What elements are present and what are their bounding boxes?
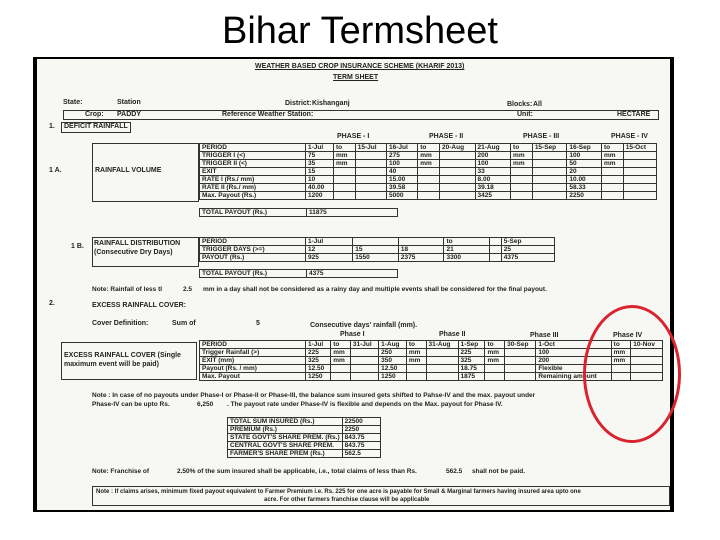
term-sheet-page: [37, 59, 670, 510]
table-cell: [505, 357, 536, 365]
table-cell: 15: [306, 168, 334, 176]
sum-days-value: 5: [256, 320, 260, 327]
table-cell: 12.50: [306, 365, 331, 373]
table-cell: 31-Jul: [350, 341, 378, 349]
table-cell: EXIT (mm): [200, 357, 306, 365]
table-cell: [623, 184, 656, 192]
table-cell: [355, 160, 386, 168]
table-cell: [485, 373, 505, 381]
table-cell: TOTAL PAYOUT (Rs.): [200, 209, 307, 217]
table-cell: [355, 176, 386, 184]
table-cell: 4375: [307, 270, 398, 278]
table-cell: 2250: [567, 192, 602, 200]
table-cell: mm: [333, 152, 355, 160]
table-cell: 5-Sep: [501, 238, 554, 246]
table-cell: Trigger Rainfall (>): [200, 349, 306, 357]
table-cell: 1250: [379, 373, 407, 381]
table-cell: 30-Sep: [505, 341, 536, 349]
excess-rainfall-sublabel: maximum event will be paid): [64, 361, 159, 368]
table-cell: mm: [602, 152, 624, 160]
table-cell: [602, 192, 624, 200]
table-cell: 18: [398, 246, 444, 254]
table-cell: to: [485, 341, 505, 349]
table-cell: PERIOD: [200, 144, 306, 152]
table-cell: [602, 176, 624, 184]
table-cell: 5000: [386, 192, 417, 200]
table-cell: 1-Aug: [379, 341, 407, 349]
table-row: [228, 442, 381, 450]
rainfall-distribution-label: RAINFALL DISTRIBUTION: [94, 240, 181, 247]
phase-header: PHASE - I: [337, 133, 370, 140]
table-cell: [623, 160, 656, 168]
table-cell: 15.00: [386, 176, 417, 184]
table-cell: [532, 168, 567, 176]
table-cell: 8.00: [475, 176, 511, 184]
table-cell: 12: [306, 246, 353, 254]
table-cell: Payout (Rs. / mm): [200, 365, 306, 373]
table-cell: [505, 349, 536, 357]
table-cell: 40.00: [306, 184, 334, 192]
table-cell: [418, 176, 440, 184]
table-cell: mm: [511, 152, 533, 160]
table-cell: 325: [306, 357, 331, 365]
table-row: [200, 270, 398, 278]
highlight-circle: [583, 305, 681, 443]
table-row: [228, 434, 381, 442]
table-cell: 350: [379, 357, 407, 365]
table-cell: to: [418, 144, 440, 152]
table-cell: 11875: [307, 209, 398, 217]
table-row: [200, 168, 657, 176]
rainfall-distribution-total-table: [199, 269, 398, 278]
table-cell: 39.18: [475, 184, 511, 192]
table-cell: [602, 168, 624, 176]
table-cell: [511, 176, 533, 184]
table-row: [200, 209, 398, 217]
table-cell: 16-Sep: [567, 144, 602, 152]
table-cell: PERIOD: [200, 238, 306, 246]
table-cell: to: [602, 144, 624, 152]
table-cell: FARMER'S SHARE PREM (Rs.): [228, 450, 343, 458]
table-cell: [440, 176, 476, 184]
table-cell: mm: [418, 152, 440, 160]
table-cell: to: [444, 238, 490, 246]
table-cell: 40: [386, 168, 417, 176]
table-cell: [532, 192, 567, 200]
rainfall-note-text: mm in a day shall not be considered as a rainy day and multiple events shall be considered for the final payout.: [203, 286, 547, 293]
table-cell: TOTAL PAYOUT (Rs.): [200, 270, 307, 278]
table-cell: 31-Aug: [426, 341, 458, 349]
table-cell: [426, 365, 458, 373]
table-cell: PAYOUT (Rs.): [200, 254, 306, 262]
table-cell: mm: [333, 160, 355, 168]
table-cell: 15: [353, 246, 399, 254]
blocks-value: All: [533, 101, 542, 108]
rainfall-volume-label: RAINFALL VOLUME: [95, 167, 162, 174]
rainfall-volume-table: [199, 143, 657, 200]
table-cell: TOTAL SUM INSURED (Rs.): [228, 418, 343, 426]
table-cell: 10.00: [567, 176, 602, 184]
table-cell: [355, 192, 386, 200]
table-cell: 39.58: [386, 184, 417, 192]
table-cell: 1-Jul: [306, 238, 353, 246]
doc-subtitle: TERM SHEET: [333, 74, 379, 81]
table-cell: [426, 373, 458, 381]
section-2-title: EXCESS RAINFALL COVER:: [92, 302, 186, 309]
table-cell: 843.75: [342, 434, 380, 442]
table-cell: 12.50: [379, 365, 407, 373]
table-cell: 562.5: [342, 450, 380, 458]
table-cell: [440, 184, 476, 192]
table-row: [200, 176, 657, 184]
table-cell: [485, 365, 505, 373]
table-cell: 225: [458, 349, 485, 357]
doc-title: WEATHER BASED CROP INSURANCE SCHEME (KHARIF 2013): [255, 63, 465, 70]
table-row: [200, 238, 555, 246]
table-cell: RATE II (Rs./ mm): [200, 184, 306, 192]
table-cell: 925: [306, 254, 353, 262]
phase-shift-note-line2: Phase-IV can be upto Rs.: [92, 401, 170, 408]
table-cell: mm: [485, 349, 505, 357]
rainfall-note-value: 2.5: [183, 286, 193, 293]
franchise-note-text: 2.50% of the sum insured shall be applicable, i.e., total claims of less than Rs.: [177, 468, 417, 475]
table-cell: 1550: [353, 254, 399, 262]
table-cell: mm: [406, 349, 426, 357]
table-cell: mm: [602, 160, 624, 168]
phase-shift-note-value: 6,250: [197, 401, 214, 408]
table-cell: [440, 168, 476, 176]
table-cell: 20: [567, 168, 602, 176]
table-row: [200, 254, 555, 262]
table-cell: 100: [386, 160, 417, 168]
phase-header: PHASE - III: [523, 133, 560, 140]
rainfall-distribution-table: [199, 237, 555, 262]
table-cell: [505, 365, 536, 373]
crop-value: PADDY: [117, 111, 141, 118]
section-1-number: 1.: [49, 123, 55, 130]
table-cell: 843.75: [342, 442, 380, 450]
table-row: [200, 144, 657, 152]
table-cell: 25: [501, 246, 554, 254]
consecutive-days-text: Consecutive days' rainfall (mm).: [310, 322, 418, 329]
table-cell: 18.75: [458, 365, 485, 373]
table-cell: Max. Payout: [200, 373, 306, 381]
excess-rainfall-label: EXCESS RAINFALL COVER (Single: [64, 352, 181, 359]
state-label: State:: [63, 99, 83, 106]
table-cell: 275: [386, 152, 417, 160]
table-cell: [490, 254, 502, 262]
table-row: [200, 152, 657, 160]
table-cell: 21: [444, 246, 490, 254]
table-cell: [623, 192, 656, 200]
table-row: [200, 192, 657, 200]
table-cell: 20-Aug: [440, 144, 476, 152]
table-cell: 3425: [475, 192, 511, 200]
table-cell: 1200: [306, 192, 334, 200]
table-cell: 2375: [398, 254, 444, 262]
table-cell: [602, 184, 624, 192]
table-cell: PERIOD: [200, 341, 306, 349]
crop-row: [63, 110, 659, 120]
table-cell: 325: [458, 357, 485, 365]
blocks-label: Blocks:: [507, 101, 533, 108]
table-cell: 1-Jul: [306, 341, 331, 349]
table-cell: 1250: [306, 373, 331, 381]
table-cell: [333, 168, 355, 176]
table-cell: [426, 349, 458, 357]
table-cell: to: [406, 341, 426, 349]
table-cell: RATE I (Rs./ mm): [200, 176, 306, 184]
table-cell: [353, 238, 399, 246]
final-note-line2: acre. For other farmers franchise clause will be applicable: [264, 497, 430, 503]
table-cell: 100: [536, 349, 611, 357]
table-cell: mm: [611, 357, 631, 365]
table-cell: [490, 246, 502, 254]
table-cell: [623, 176, 656, 184]
section-1-title: DEFICIT RAINFALL: [64, 123, 128, 130]
table-cell: 15-Jul: [355, 144, 386, 152]
table-cell: [511, 168, 533, 176]
phase-shift-note-line2b: . The payout rate under Phase-IV is flexible and depends on the Max. payout for Phase IV.: [227, 401, 503, 408]
table-cell: mm: [331, 357, 351, 365]
table-cell: [440, 192, 476, 200]
table-cell: [426, 357, 458, 365]
table-cell: 100: [475, 160, 511, 168]
district-label: District:: [285, 100, 312, 107]
table-cell: [532, 160, 567, 168]
table-cell: 15-Oct: [623, 144, 656, 152]
table-cell: [333, 192, 355, 200]
table-row: [228, 426, 381, 434]
rainfall-volume-total-table: [199, 208, 398, 217]
table-cell: 10-Nov: [631, 341, 663, 349]
table-cell: [331, 365, 351, 373]
table-cell: 15-Sep: [532, 144, 567, 152]
rainfall-note: Note: Rainfall of less tl: [92, 286, 163, 293]
section-2-number: 2.: [49, 300, 55, 307]
table-cell: 10: [306, 176, 334, 184]
table-cell: mm: [406, 357, 426, 365]
table-cell: [511, 192, 533, 200]
table-cell: STATE GOVT'S SHARE PREM. (Rs.): [228, 434, 343, 442]
table-cell: 1-Jul: [306, 144, 334, 152]
table-cell: [355, 152, 386, 160]
table-cell: 1-Oct: [536, 341, 611, 349]
section-1b-number: 1 B.: [71, 243, 84, 250]
table-cell: EXIT: [200, 168, 306, 176]
cover-definition-label: Cover Definition:: [92, 320, 149, 327]
table-cell: 75: [306, 152, 334, 160]
table-cell: 200: [536, 357, 611, 365]
table-cell: 250: [379, 349, 407, 357]
scanned-document: [33, 57, 674, 512]
table-cell: [440, 152, 476, 160]
table-cell: mm: [418, 160, 440, 168]
table-cell: to: [611, 341, 631, 349]
table-cell: TRIGGER II (<): [200, 160, 306, 168]
table-cell: 4375: [501, 254, 554, 262]
phase-header: Phase II: [439, 331, 466, 338]
table-cell: [532, 152, 567, 160]
table-cell: [532, 184, 567, 192]
table-cell: to: [331, 341, 351, 349]
table-cell: [333, 176, 355, 184]
table-cell: mm: [611, 349, 631, 357]
table-row: [228, 450, 381, 458]
table-cell: to: [333, 144, 355, 152]
table-cell: 21-Aug: [475, 144, 511, 152]
table-cell: 1875: [458, 373, 485, 381]
table-cell: [532, 176, 567, 184]
table-cell: 2250: [342, 426, 380, 434]
table-cell: Flexible: [536, 365, 611, 373]
table-cell: CENTRAL GOVT'S SHARE PREM.: [228, 442, 343, 450]
table-cell: [418, 184, 440, 192]
table-cell: [490, 238, 502, 246]
table-cell: Max. Payout (Rs.): [200, 192, 306, 200]
table-cell: [505, 373, 536, 381]
phase-shift-note: Note : In case of no payouts under Phase-I or Phase-II or Phase-III, the balance sum insured gets shifted to Pahse-IV and the max. payout under: [92, 392, 536, 399]
table-cell: [355, 168, 386, 176]
franchise-note: Note: Franchise of: [92, 468, 150, 475]
table-cell: [350, 365, 378, 373]
table-cell: [418, 192, 440, 200]
table-cell: [440, 160, 476, 168]
table-cell: [350, 373, 378, 381]
table-cell: PREMIUM (Rs.): [228, 426, 343, 434]
sum-insured-table: [227, 417, 381, 458]
table-cell: 100: [567, 152, 602, 160]
table-cell: 200: [475, 152, 511, 160]
table-cell: [350, 349, 378, 357]
phase-header: PHASE - II: [429, 133, 464, 140]
district-value: Kishanganj: [312, 100, 350, 107]
table-row: [228, 418, 381, 426]
table-row: [200, 184, 657, 192]
table-cell: Remaining amount: [536, 373, 611, 381]
table-cell: [333, 184, 355, 192]
ref-station-label: Reference Weather Station:: [222, 111, 314, 118]
unit-value: HECTARE: [617, 111, 651, 118]
rainfall-distribution-sublabel: (Consecutive Dry Days): [94, 249, 173, 256]
phase-header: Phase I: [340, 331, 365, 338]
phase-header: Phase III: [530, 332, 559, 339]
state-value: Station: [117, 99, 141, 106]
sum-of-label: Sum of: [172, 320, 196, 327]
franchise-value: 562.5: [446, 468, 463, 475]
table-cell: 58.33: [567, 184, 602, 192]
table-cell: [350, 357, 378, 365]
table-cell: 1-Sep: [458, 341, 485, 349]
table-cell: [623, 168, 656, 176]
table-cell: 22500: [342, 418, 380, 426]
table-cell: 3300: [444, 254, 490, 262]
table-cell: [623, 152, 656, 160]
final-note: Note : If claims arises, minimum fixed payout equivalent to Farmer Premium i.e. Rs. 225 for one acre is payable for Small & Marginal farmers having insured area upto one: [96, 489, 581, 495]
table-cell: [511, 184, 533, 192]
table-cell: to: [511, 144, 533, 152]
phase-header: Phase IV: [613, 332, 643, 339]
table-cell: TRIGGER DAYS (>=): [200, 246, 306, 254]
table-cell: [355, 184, 386, 192]
table-cell: 50: [567, 160, 602, 168]
table-cell: [406, 373, 426, 381]
table-cell: 16-Jul: [386, 144, 417, 152]
table-cell: 225: [306, 349, 331, 357]
franchise-note-end: shall not be paid.: [472, 468, 526, 475]
table-cell: mm: [485, 357, 505, 365]
table-cell: TRIGGER I (<): [200, 152, 306, 160]
table-cell: [418, 168, 440, 176]
section-1a-number: 1 A.: [49, 167, 62, 174]
table-cell: [398, 238, 444, 246]
table-cell: mm: [511, 160, 533, 168]
unit-label: Unit:: [517, 111, 533, 118]
crop-label: Crop:: [85, 111, 104, 118]
table-row: [200, 246, 555, 254]
table-cell: mm: [331, 349, 351, 357]
table-cell: [331, 373, 351, 381]
table-cell: 35: [306, 160, 334, 168]
slide-title: Bihar Termsheet: [222, 10, 498, 52]
table-cell: [406, 365, 426, 373]
phase-header: PHASE - IV: [611, 133, 648, 140]
table-row: [200, 160, 657, 168]
table-cell: 33: [475, 168, 511, 176]
